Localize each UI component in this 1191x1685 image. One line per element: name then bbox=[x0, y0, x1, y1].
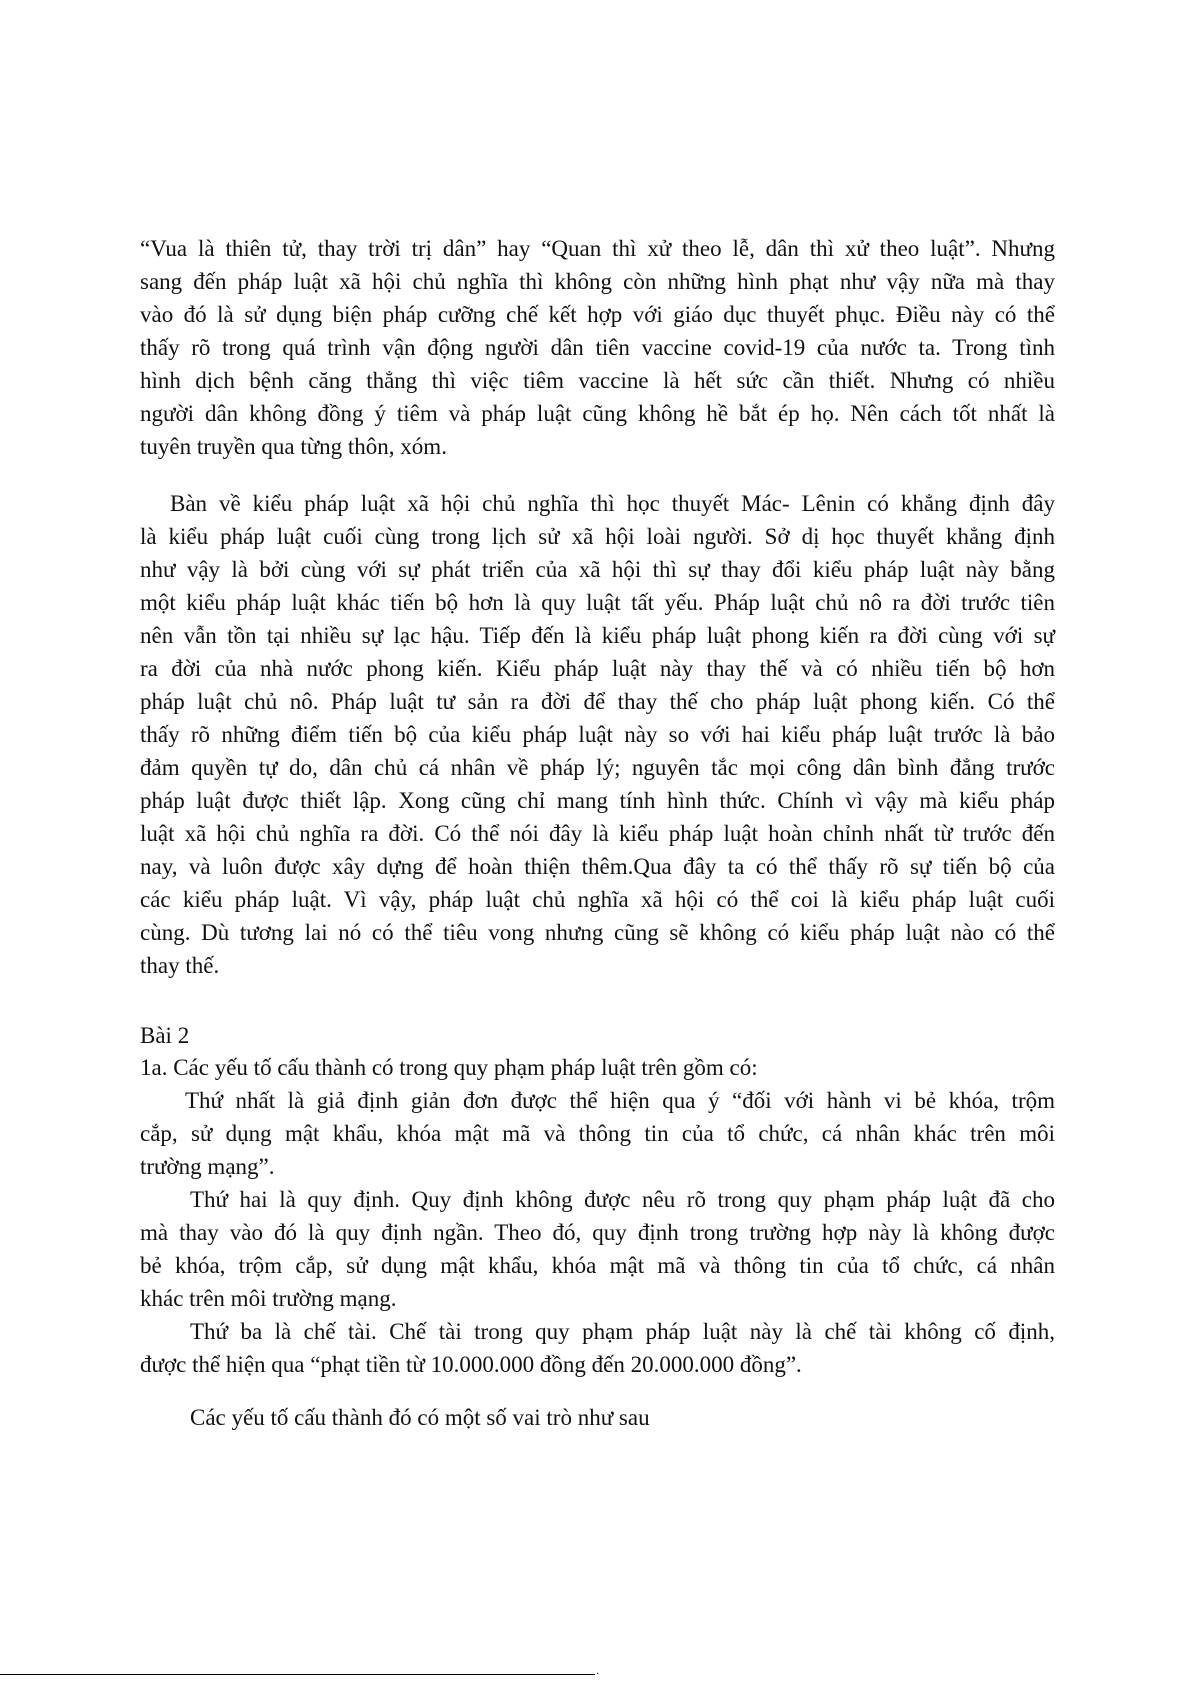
section-heading: Bài 2 bbox=[140, 1023, 190, 1048]
item-line: được thể hiện qua “phạt tiền từ 10.000.000 đồng đến 20.000.000 đồng”. bbox=[140, 1352, 802, 1377]
closing-block bbox=[140, 1401, 1055, 1434]
item-line: trường mạng”. bbox=[140, 1154, 275, 1179]
paragraph-line: các kiểu pháp luật. Vì vậy, pháp luật chủ nghĩa xã hội có thể coi là kiểu pháp luật cuối bbox=[140, 887, 1055, 912]
paragraph-line: pháp luật được thiết lập. Xong cũng chỉ mang tính hình thức. Chính vì vậy mà kiểu pháp bbox=[140, 788, 1055, 813]
item-line: Thứ nhất là giả định giản đơn được thể hiện qua ý “đối với hành vi bẻ khóa, trộm bbox=[185, 1088, 1055, 1113]
paragraph-line: thấy rõ những điểm tiến bộ của kiểu pháp luật này so với hai kiểu pháp luật trước là bảo bbox=[140, 722, 1055, 747]
item-first bbox=[140, 1084, 1055, 1183]
paragraph-line: cùng. Dù tương lai nó có thể tiêu vong nhưng cũng sẽ không có kiểu pháp luật nào có thể bbox=[140, 920, 1055, 945]
footer-rule bbox=[0, 1674, 595, 1675]
paragraph-line: nên vẫn tồn tại nhiều sự lạc hậu. Tiếp đến là kiểu pháp luật phong kiến ra đời cùng với sự bbox=[140, 623, 1055, 648]
paragraph-line: “Vua là thiên tử, thay trời trị dân” hay “Quan thì xử theo lễ, dân thì xử theo luật”. Nhưng bbox=[140, 236, 1055, 261]
item-line: cắp, sử dụng mật khẩu, khóa mật mã và thông tin của tổ chức, cá nhân khác trên môi bbox=[140, 1121, 1055, 1146]
paragraph-line: người dân không đồng ý tiêm và pháp luật cũng không hề bắt ép họ. Nên cách tốt nhất là bbox=[140, 401, 1055, 426]
item-line: bẻ khóa, trộm cắp, sử dụng mật khẩu, khóa mật mã và thông tin của tổ chức, cá nhân bbox=[140, 1253, 1055, 1278]
paragraph-line: vào đó là sử dụng biện pháp cưỡng chế kết hợp với giáo dục thuyết phục. Điều này có thể bbox=[140, 302, 1055, 327]
paragraph-2 bbox=[140, 487, 1055, 982]
paragraph-line: Bàn về kiểu pháp luật xã hội chủ nghĩa thì học thuyết Mác- Lênin có khẳng định đây bbox=[170, 491, 1055, 516]
paragraph-line: đảm quyền tự do, dân chủ cá nhân về pháp lý; nguyên tắc mọi công dân bình đẳng trước bbox=[140, 755, 1055, 780]
footer-mark: · bbox=[596, 1669, 600, 1680]
paragraph-line: như vậy là bởi cùng với sự phát triển của xã hội thì sự thay đổi kiểu pháp luật này bằng bbox=[140, 557, 1055, 582]
paragraph-line: hình dịch bệnh căng thẳng thì việc tiêm vaccine là hết sức cần thiết. Nhưng có nhiều bbox=[140, 368, 1055, 393]
question-1a: 1a. Các yếu tố cấu thành có trong quy phạm pháp luật trên gồm có: bbox=[140, 1055, 758, 1080]
item-line: khác trên môi trường mạng. bbox=[140, 1286, 397, 1311]
item-line: Thứ hai là quy định. Quy định không được nêu rõ trong quy phạm pháp luật đã cho bbox=[190, 1187, 1055, 1212]
paragraph-line: luật xã hội chủ nghĩa ra đời. Có thể nói đây là kiểu pháp luật hoàn chỉnh nhất từ trước đến bbox=[140, 821, 1055, 846]
paragraph-line: pháp luật chủ nô. Pháp luật tư sản ra đời để thay thế cho pháp luật phong kiến. Có thể bbox=[140, 689, 1055, 714]
paragraph-line: thay thế. bbox=[140, 953, 220, 978]
paragraph-line: nay, và luôn được xây dựng để hoàn thiện thêm.Qua đây ta có thể thấy rõ sự tiến bộ của bbox=[140, 854, 1055, 879]
section-heading-block bbox=[140, 1019, 1055, 1052]
paragraph-line: là kiểu pháp luật cuối cùng trong lịch sử xã hội loài người. Sở dị học thuyết khẳng định bbox=[140, 524, 1055, 549]
paragraph-line: sang đến pháp luật xã hội chủ nghĩa thì không còn những hình phạt như vậy nữa mà thay bbox=[140, 269, 1055, 294]
paragraph-line: một kiểu pháp luật khác tiến bộ hơn là quy luật tất yếu. Pháp luật chủ nô ra đời trước tiên bbox=[140, 590, 1055, 615]
paragraph-line: thấy rõ trong quá trình vận động người dân tiên vaccine covid-19 của nước ta. Trong tình bbox=[140, 335, 1055, 360]
item-third bbox=[140, 1315, 1055, 1381]
item-line: mà thay vào đó là quy định ngần. Theo đó, quy định trong trường hợp này là không được bbox=[140, 1220, 1055, 1245]
paragraph-1 bbox=[140, 232, 1055, 463]
paragraph-line: ra đời của nhà nước phong kiến. Kiểu pháp luật này thay thế và có nhiều tiến bộ hơn bbox=[140, 656, 1055, 681]
item-second bbox=[140, 1183, 1055, 1315]
item-line: Thứ ba là chế tài. Chế tài trong quy phạm pháp luật này là chế tài không cố định, bbox=[190, 1319, 1055, 1344]
paragraph-line: tuyên truyền qua từng thôn, xóm. bbox=[140, 434, 447, 459]
question-1a-block bbox=[140, 1051, 1055, 1084]
closing-line: Các yếu tố cấu thành đó có một số vai trò như sau bbox=[190, 1405, 650, 1430]
